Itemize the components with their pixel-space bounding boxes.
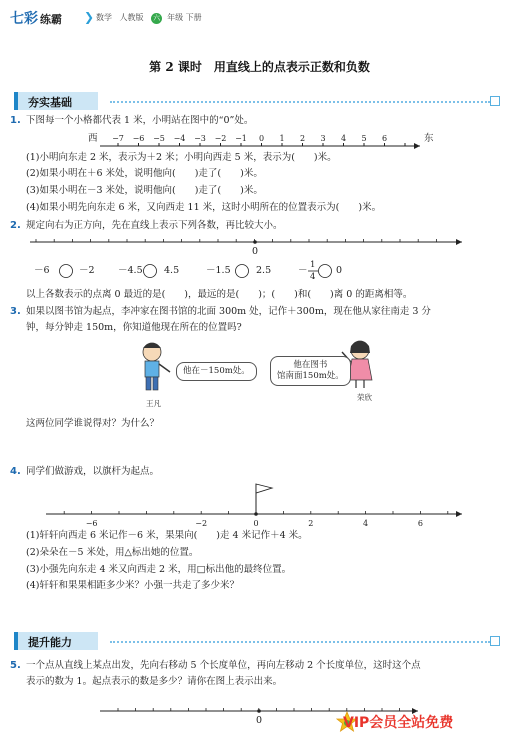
q1-west-label: 西 <box>88 133 98 144</box>
q1-tick-label: 5 <box>361 134 367 143</box>
q1-tick-label: −1 <box>235 134 247 143</box>
q2-compare-3-right: 2.5 <box>256 265 272 276</box>
q1-tick-label: 4 <box>340 134 347 143</box>
q3-line-1: 如果以图书馆为起点，李冲家在图书馆的北面 300m 处，记作＋300m，现在他从家往南走 3 分 <box>26 306 431 317</box>
question-number: 1. <box>10 115 21 126</box>
q4-tick-label: −2 <box>195 519 208 528</box>
q4-tick-label: 0 <box>253 519 259 528</box>
question-number: 5. <box>10 660 21 671</box>
q1-tick-label: −5 <box>153 134 165 143</box>
square-icon <box>490 636 500 646</box>
student-name-wangfan: 王凡 <box>146 399 161 408</box>
q1-tick-label: −7 <box>112 134 124 143</box>
q2-compare-4-sign: － <box>298 265 308 276</box>
q2-compare-4-right: 0 <box>336 265 343 276</box>
q1-stem: 下图每一个小格都代表 1 米，小明站在图中的“0”处。 <box>26 115 254 126</box>
q1-part-4: (4)如果小明先向东走 6 米，又向西走 11 米，这时小明所在的位置表示为( )米。 <box>26 202 382 213</box>
q5-line-1: 一个点从直线上某点出发，先向右移动 5 个长度单位，再向左移动 2 个长度单位，这时这个点 <box>26 660 421 671</box>
boy-shirt <box>145 361 159 377</box>
q4-tick-label: 6 <box>417 519 423 528</box>
q2-zero-label: 0 <box>252 246 259 257</box>
q1-tick-label: 3 <box>320 134 326 143</box>
brand-sub: 练霸 <box>40 13 62 26</box>
section-title: 夯实基础 <box>28 96 72 109</box>
q2-axis-arrowhead <box>456 239 462 245</box>
q4-tick-label: 4 <box>363 519 369 528</box>
question-number: 2. <box>10 220 21 231</box>
question-number: 4. <box>10 466 21 477</box>
flag-icon <box>256 484 272 493</box>
q2-compare-circle <box>60 265 73 278</box>
girl-hair <box>350 341 370 353</box>
section-title: 提升能力 <box>28 636 72 649</box>
q1-axis-arrowhead <box>414 143 420 149</box>
q2-stem: 规定向右为正方向，先在直线上表示下列各数，再比较大小。 <box>26 220 283 231</box>
dotted-divider <box>110 641 490 643</box>
q4-stem: 同学们做游戏，以旗杆为起点。 <box>26 466 160 477</box>
q1-tick-label: −6 <box>132 134 145 143</box>
q2-fraction-denominator: 4 <box>310 272 316 282</box>
boy-leg <box>153 377 158 390</box>
q2-compare-2-left: －4.5 <box>118 265 143 276</box>
boy-hair <box>143 343 161 348</box>
q1-part-1: (1)小明向东走 2 米，表示为＋2 米；小明向西走 5 米，表示为( )米。 <box>26 152 337 163</box>
q2-compare-1-right: －2 <box>79 265 95 276</box>
q2-compare-3-left: －1.5 <box>206 265 231 276</box>
q4-part-4: (4)轩轩和果果相距多少米？小强一共走了多少米？ <box>26 580 239 591</box>
q1-tick-label: −2 <box>214 134 227 143</box>
q5-line-2: 表示的数为 1。起点表示的数是多少？请你在图上表示出来。 <box>26 676 283 687</box>
q2-conclusion: 以上各数表示的点离 0 最近的是( )，最远的是( )；( )和( )离 0 的距离相等。 <box>26 289 413 300</box>
q4-axis-arrowhead <box>456 511 462 517</box>
subject-label: 数学 <box>96 13 112 22</box>
q2-compare-circle <box>319 265 332 278</box>
grade-badge: 六 <box>153 14 161 22</box>
q4-part-1: (1)轩轩向西走 6 米记作－6 米，果果向( )走 4 米记作＋4 米。 <box>26 530 308 541</box>
question-number: 3. <box>10 306 21 317</box>
grade-label: 年级 下册 <box>167 13 202 22</box>
q2-compare-1-left: －6 <box>34 265 50 276</box>
speech-bubble-wangfan: 他在－150m处。 <box>176 362 257 381</box>
q1-part-3: (3)如果小明在－3 米处，说明他向( )走了( )米。 <box>26 185 263 196</box>
q1-tick-label: 6 <box>381 134 388 143</box>
q1-tick-label: 1 <box>279 134 285 143</box>
q3-line-2: 钟，每分钟走 150m，你知道他现在所在的位置吗? <box>26 322 242 333</box>
q2-compare-2-right: 4.5 <box>164 265 180 276</box>
speech-bubble-rongxin: 他在图书 馆南面150m处。 <box>270 356 351 386</box>
q1-east-label: 东 <box>424 133 434 144</box>
q5-zero-label: 0 <box>256 715 263 726</box>
student-name-rongxin: 荣欣 <box>357 393 372 402</box>
boy-arm <box>159 364 170 372</box>
q4-part-3: (3)小强先向东走 4 米又向西走 2 米，用□标出他的最终位置。 <box>26 564 292 575</box>
girl-dress <box>348 359 372 380</box>
q2-zero-point <box>253 240 257 244</box>
q3-question: 这两位同学谁说得对？为什么？ <box>26 418 160 429</box>
edition-label: 人教版 <box>119 13 144 22</box>
q1-tick-label: −4 <box>173 134 186 143</box>
q1-tick-label: −3 <box>194 134 206 143</box>
q2-compare-circle <box>144 265 157 278</box>
brand-name: 七彩 <box>10 11 38 27</box>
q4-tick-label: 2 <box>308 519 314 528</box>
q2-compare-circle <box>236 265 249 278</box>
q4-part-2: (2)朵朵在－5 米处，用△标出她的位置。 <box>26 547 199 558</box>
q2-fraction-numerator: 1 <box>310 260 316 270</box>
lesson-title: 第 2 课时 用直线上的点表示正数和负数 <box>149 60 370 74</box>
q5-zero-point <box>257 709 261 713</box>
q4-tick-label: −6 <box>85 519 98 528</box>
q1-tick-label: 0 <box>258 134 265 143</box>
q1-tick-label: 2 <box>299 134 306 143</box>
chevron-right-icon: ❯ <box>84 10 95 24</box>
q1-part-2: (2)如果小明在＋6 米处，说明他向( )走了( )米。 <box>26 168 263 179</box>
vip-watermark: VIP会员全站免费 <box>343 715 454 731</box>
boy-leg <box>146 377 151 390</box>
